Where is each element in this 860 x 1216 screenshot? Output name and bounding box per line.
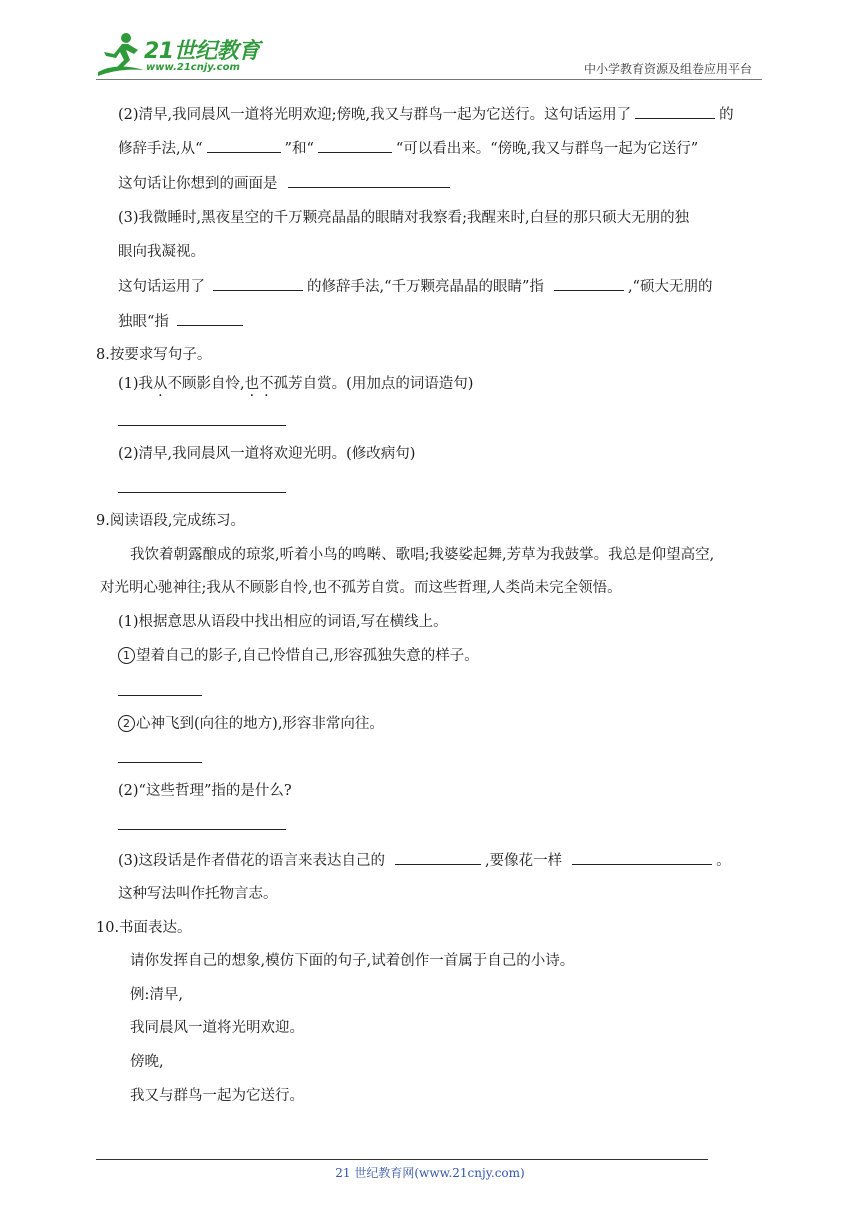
q10-instruction: 请你发挥自己的想象,模仿下面的句子,试着创作一首属于自己的小诗。 bbox=[130, 953, 575, 969]
q10-example-line1: 例:清早, bbox=[130, 987, 183, 1003]
answer-blank[interactable] bbox=[635, 104, 715, 119]
q9-answer-line-3[interactable] bbox=[118, 829, 286, 830]
circled-number-icon: 2 bbox=[118, 715, 135, 732]
q10-example-line2: 我同晨风一道将光明欢迎。 bbox=[130, 1020, 304, 1036]
answer-blank[interactable] bbox=[177, 311, 243, 326]
q9-part2: (2)“这些哲理”指的是什么? bbox=[118, 783, 292, 799]
q7-part2-line3: 这句话让你想到的画面是 bbox=[118, 173, 454, 194]
q8-part2: (2)清早,我同晨风一道将欢迎光明。(修改病句) bbox=[118, 446, 416, 462]
brand-name: 21世纪教育 bbox=[144, 39, 260, 64]
q9-passage-line2: 对光明心驰神往;我从不顾影自怜,也不孤芳自赏。而这些哲理,人类尚未完全领悟。 bbox=[100, 580, 622, 596]
answer-blank[interactable] bbox=[213, 276, 303, 291]
header-divider bbox=[96, 79, 762, 80]
brand-url: www.21cnjy.com bbox=[146, 62, 240, 73]
q9-part3-line1: (3)这段话是作者借花的语言来表达自己的 ,要像花一样 。 bbox=[118, 850, 731, 871]
footer-link[interactable]: 21 世纪教育网(www.21cnjy.com) bbox=[335, 1166, 525, 1180]
q9-part1-item2: 2 心神飞到(向往的地方),形容非常向往。 bbox=[118, 714, 384, 734]
q10-example-line3: 傍晚, bbox=[130, 1054, 164, 1070]
q7-part2-line2: 修辞手法,从“ ”和“ “可以看出来。“傍晚,我又与群鸟一起为它送行” bbox=[118, 138, 698, 159]
q7-part3-line3: 这句话运用了 的修辞手法,“千万颗亮晶晶的眼睛”指 ,“硕大无朋的 bbox=[118, 276, 712, 297]
answer-blank[interactable] bbox=[572, 850, 712, 865]
answer-blank[interactable] bbox=[395, 850, 481, 865]
site-logo bbox=[96, 32, 266, 80]
q9-title: 9.阅读语段,完成练习。 bbox=[96, 513, 245, 529]
q10-example-line4: 我又与群鸟一起为它送行。 bbox=[130, 1088, 304, 1104]
q8-answer-line-2[interactable] bbox=[118, 492, 286, 493]
q9-part3-line2: 这种写法叫作托物言志。 bbox=[118, 886, 278, 902]
q9-answer-line-2[interactable] bbox=[118, 762, 202, 763]
q7-part3-line2: 眼向我凝视。 bbox=[118, 244, 205, 260]
q8-answer-line-1[interactable] bbox=[118, 425, 286, 426]
answer-blank[interactable] bbox=[318, 138, 392, 153]
platform-title: 中小学教育资源及组卷应用平台 bbox=[583, 62, 752, 76]
answer-blank[interactable] bbox=[288, 173, 450, 188]
q9-part1-item1: 1 望着自己的影子,自己怜惜自己,形容孤独失意的样子。 bbox=[118, 646, 479, 666]
circled-number-icon: 1 bbox=[118, 647, 135, 664]
q9-part1: (1)根据意思从语段中找出相应的词语,写在横线上。 bbox=[118, 614, 448, 630]
q7-part3-line1: (3)我微睡时,黑夜星空的千万颗亮晶晶的眼睛对我察看;我醒来时,白昼的那只硕大无朋的独 bbox=[118, 210, 690, 226]
answer-blank[interactable] bbox=[207, 138, 281, 153]
q8-title: 8.按要求写句子。 bbox=[96, 347, 212, 363]
q9-passage-line1: 我饮着朝露酿成的琼浆,听着小鸟的鸣啭、歌唱;我婆娑起舞,芳草为我鼓掌。我总是仰望高空, bbox=[130, 547, 715, 563]
footer-divider bbox=[96, 1159, 708, 1160]
q10-title: 10.书面表达。 bbox=[96, 920, 192, 936]
runner-logo-icon bbox=[96, 32, 148, 78]
answer-blank[interactable] bbox=[554, 276, 624, 291]
q9-answer-line-1[interactable] bbox=[118, 695, 202, 696]
q8-part1: (1)我从不顾影自怜,也不孤芳自赏。(用加点的词语造句) bbox=[118, 376, 474, 392]
q7-part2-line1: (2)清早,我同晨风一道将光明欢迎;傍晚,我又与群鸟一起为它送行。这句话运用了 的 bbox=[118, 104, 734, 125]
q7-part3-line4: 独眼“指 bbox=[118, 311, 247, 332]
